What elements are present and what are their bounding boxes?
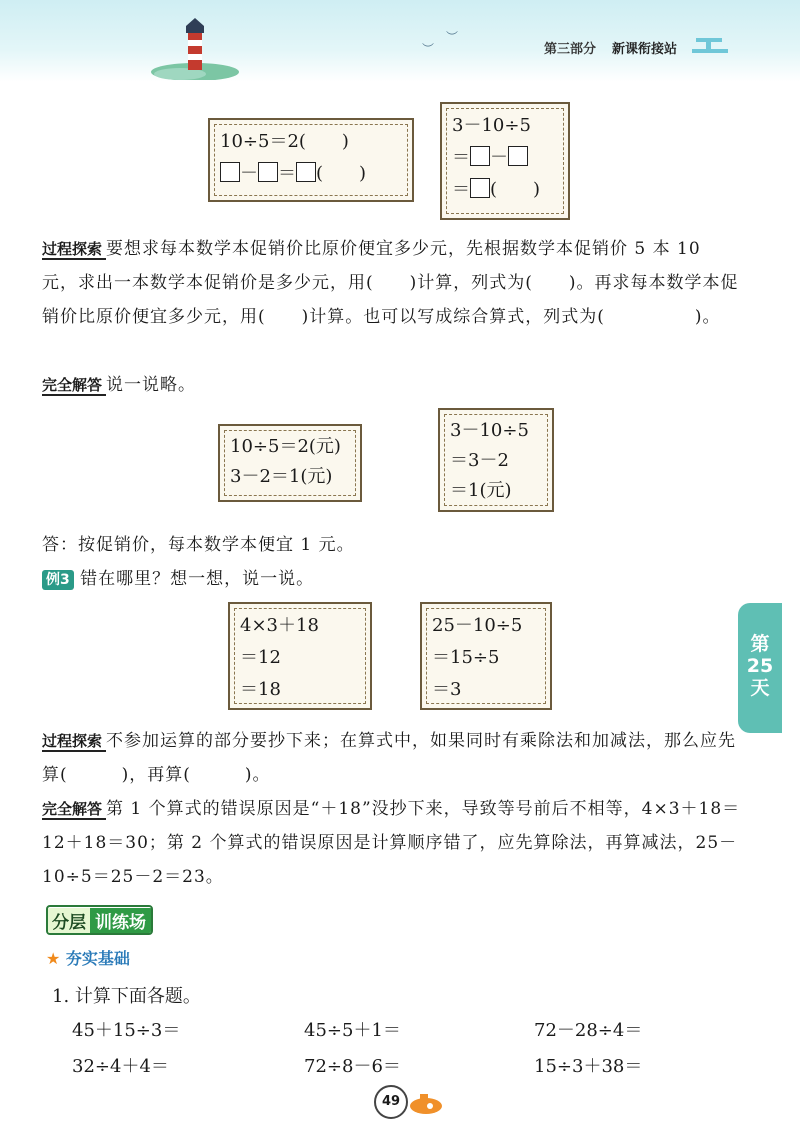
explore-paragraph-1 xyxy=(42,232,742,334)
header-section-label: 第三部分 xyxy=(544,42,597,57)
answer-paragraph-2 xyxy=(42,792,742,894)
explore-text: 不参加运算的部分要抄下来；在算式中，如果同时有乘除法和加减法，那么应先算( )，再算( )。 xyxy=(42,731,737,785)
blank-square xyxy=(220,162,240,182)
example-tag: 例3 xyxy=(42,570,74,590)
day-tab-suffix: 天 xyxy=(750,677,770,699)
box5-line: ＝18 xyxy=(240,679,281,700)
practice-banner-part-a: 分层 xyxy=(48,908,90,933)
box2-line-result: ＝ ( ) xyxy=(452,179,541,200)
basic-title-text: 夯实基础 xyxy=(65,949,130,968)
error-box-2 xyxy=(420,602,552,710)
bird-icon: ︶ xyxy=(422,42,435,56)
box4-line: ＝3－2 xyxy=(450,450,509,471)
blank-square xyxy=(508,146,528,166)
fill-in-box-1 xyxy=(208,118,414,202)
question-1-title: 1. 计算下面各题。 xyxy=(52,986,201,1007)
practice-section-banner xyxy=(46,905,153,935)
day-tab-number: 25 xyxy=(746,655,774,677)
solution-box-2 xyxy=(438,408,554,512)
example-text: 错在哪里？想一想，说一说。 xyxy=(80,569,315,589)
day-side-tab xyxy=(738,603,782,733)
fill-in-box-2 xyxy=(440,102,570,220)
box2-line3-tail: ( ) xyxy=(490,179,541,200)
answer-text: 第 1 个算式的错误原因是“＋18”没抄下来，导致等号前后不相等，4×3＋18＝12＋18＝30；第 2 个算式的错误原因是计算顺序错了，应先算除法，再算减法，25－10÷5＝25－2＝23。 xyxy=(42,799,741,887)
exercise-item: 72÷8－6＝ xyxy=(304,1056,401,1077)
exercise-item: 72－28÷4＝ xyxy=(534,1020,643,1041)
day-tab-prefix: 第 xyxy=(750,633,770,655)
exercise-item: 15÷3＋38＝ xyxy=(534,1056,643,1077)
box1-line-blanks: － ＝ ( ) xyxy=(220,158,402,190)
box3-line: 10÷5＝2(元) xyxy=(230,436,341,457)
answer-text: 说一说略。 xyxy=(106,375,197,395)
header-decoration-icon xyxy=(690,36,738,56)
page-header xyxy=(0,0,800,82)
box6-line: 25－10÷5 xyxy=(432,615,523,636)
star-icon: ★ xyxy=(46,949,61,968)
box5-line: ＝12 xyxy=(240,647,281,668)
box5-line: 4×3＋18 xyxy=(240,615,319,636)
box4-line: ＝1(元) xyxy=(450,480,512,501)
box6-line: ＝15÷5 xyxy=(432,647,500,668)
lighthouse-icon xyxy=(150,16,240,80)
error-box-1 xyxy=(228,602,372,710)
bird-icon: ︶ xyxy=(446,30,459,44)
box1-line2-tail: ( ) xyxy=(316,163,367,184)
box3-line: 3－2＝1(元) xyxy=(230,466,333,487)
box1-line: 10÷5＝2( ) xyxy=(220,131,349,152)
submarine-icon xyxy=(404,1088,444,1116)
blank-square xyxy=(470,178,490,198)
box2-line-blanks: ＝ － xyxy=(452,142,558,174)
box6-line: ＝3 xyxy=(432,679,462,700)
explore-paragraph-2 xyxy=(42,724,742,792)
practice-banner-part-b: 训练场 xyxy=(90,908,151,933)
box4-line: 3－10÷5 xyxy=(450,420,529,441)
blank-square xyxy=(258,162,278,182)
exercise-item: 32÷4＋4＝ xyxy=(72,1056,169,1077)
box2-line: 3－10÷5 xyxy=(452,115,531,136)
answer-paragraph-1 xyxy=(42,368,742,402)
blank-square xyxy=(296,162,316,182)
answer-tag: 完全解答 xyxy=(42,800,106,820)
example-3-heading xyxy=(42,562,742,596)
basic-section-title xyxy=(46,946,130,969)
explore-text: 要想求每本数学本促销价比原价便宜多少元，先根据数学本促销价 5 本 10 元，求出一本数学本促销价是多少元，用( )计算，列式为( )。再求每本数学本促销价比原价便宜多少元，用( )计算。也可以写成综合算式，列式为( )。 xyxy=(42,239,739,327)
header-course-label: 新课衔接站 xyxy=(612,42,678,57)
exercise-item: 45＋15÷3＝ xyxy=(72,1020,181,1041)
explore-tag: 过程探索 xyxy=(42,732,106,752)
answer-tag: 完全解答 xyxy=(42,376,106,396)
explore-tag: 过程探索 xyxy=(42,240,106,260)
page-number: 49 xyxy=(374,1085,408,1119)
answer-sentence: 答：按促销价，每本数学本便宜 1 元。 xyxy=(42,535,355,555)
blank-square xyxy=(470,146,490,166)
solution-box-1 xyxy=(218,424,362,502)
exercise-item: 45÷5＋1＝ xyxy=(304,1020,401,1041)
